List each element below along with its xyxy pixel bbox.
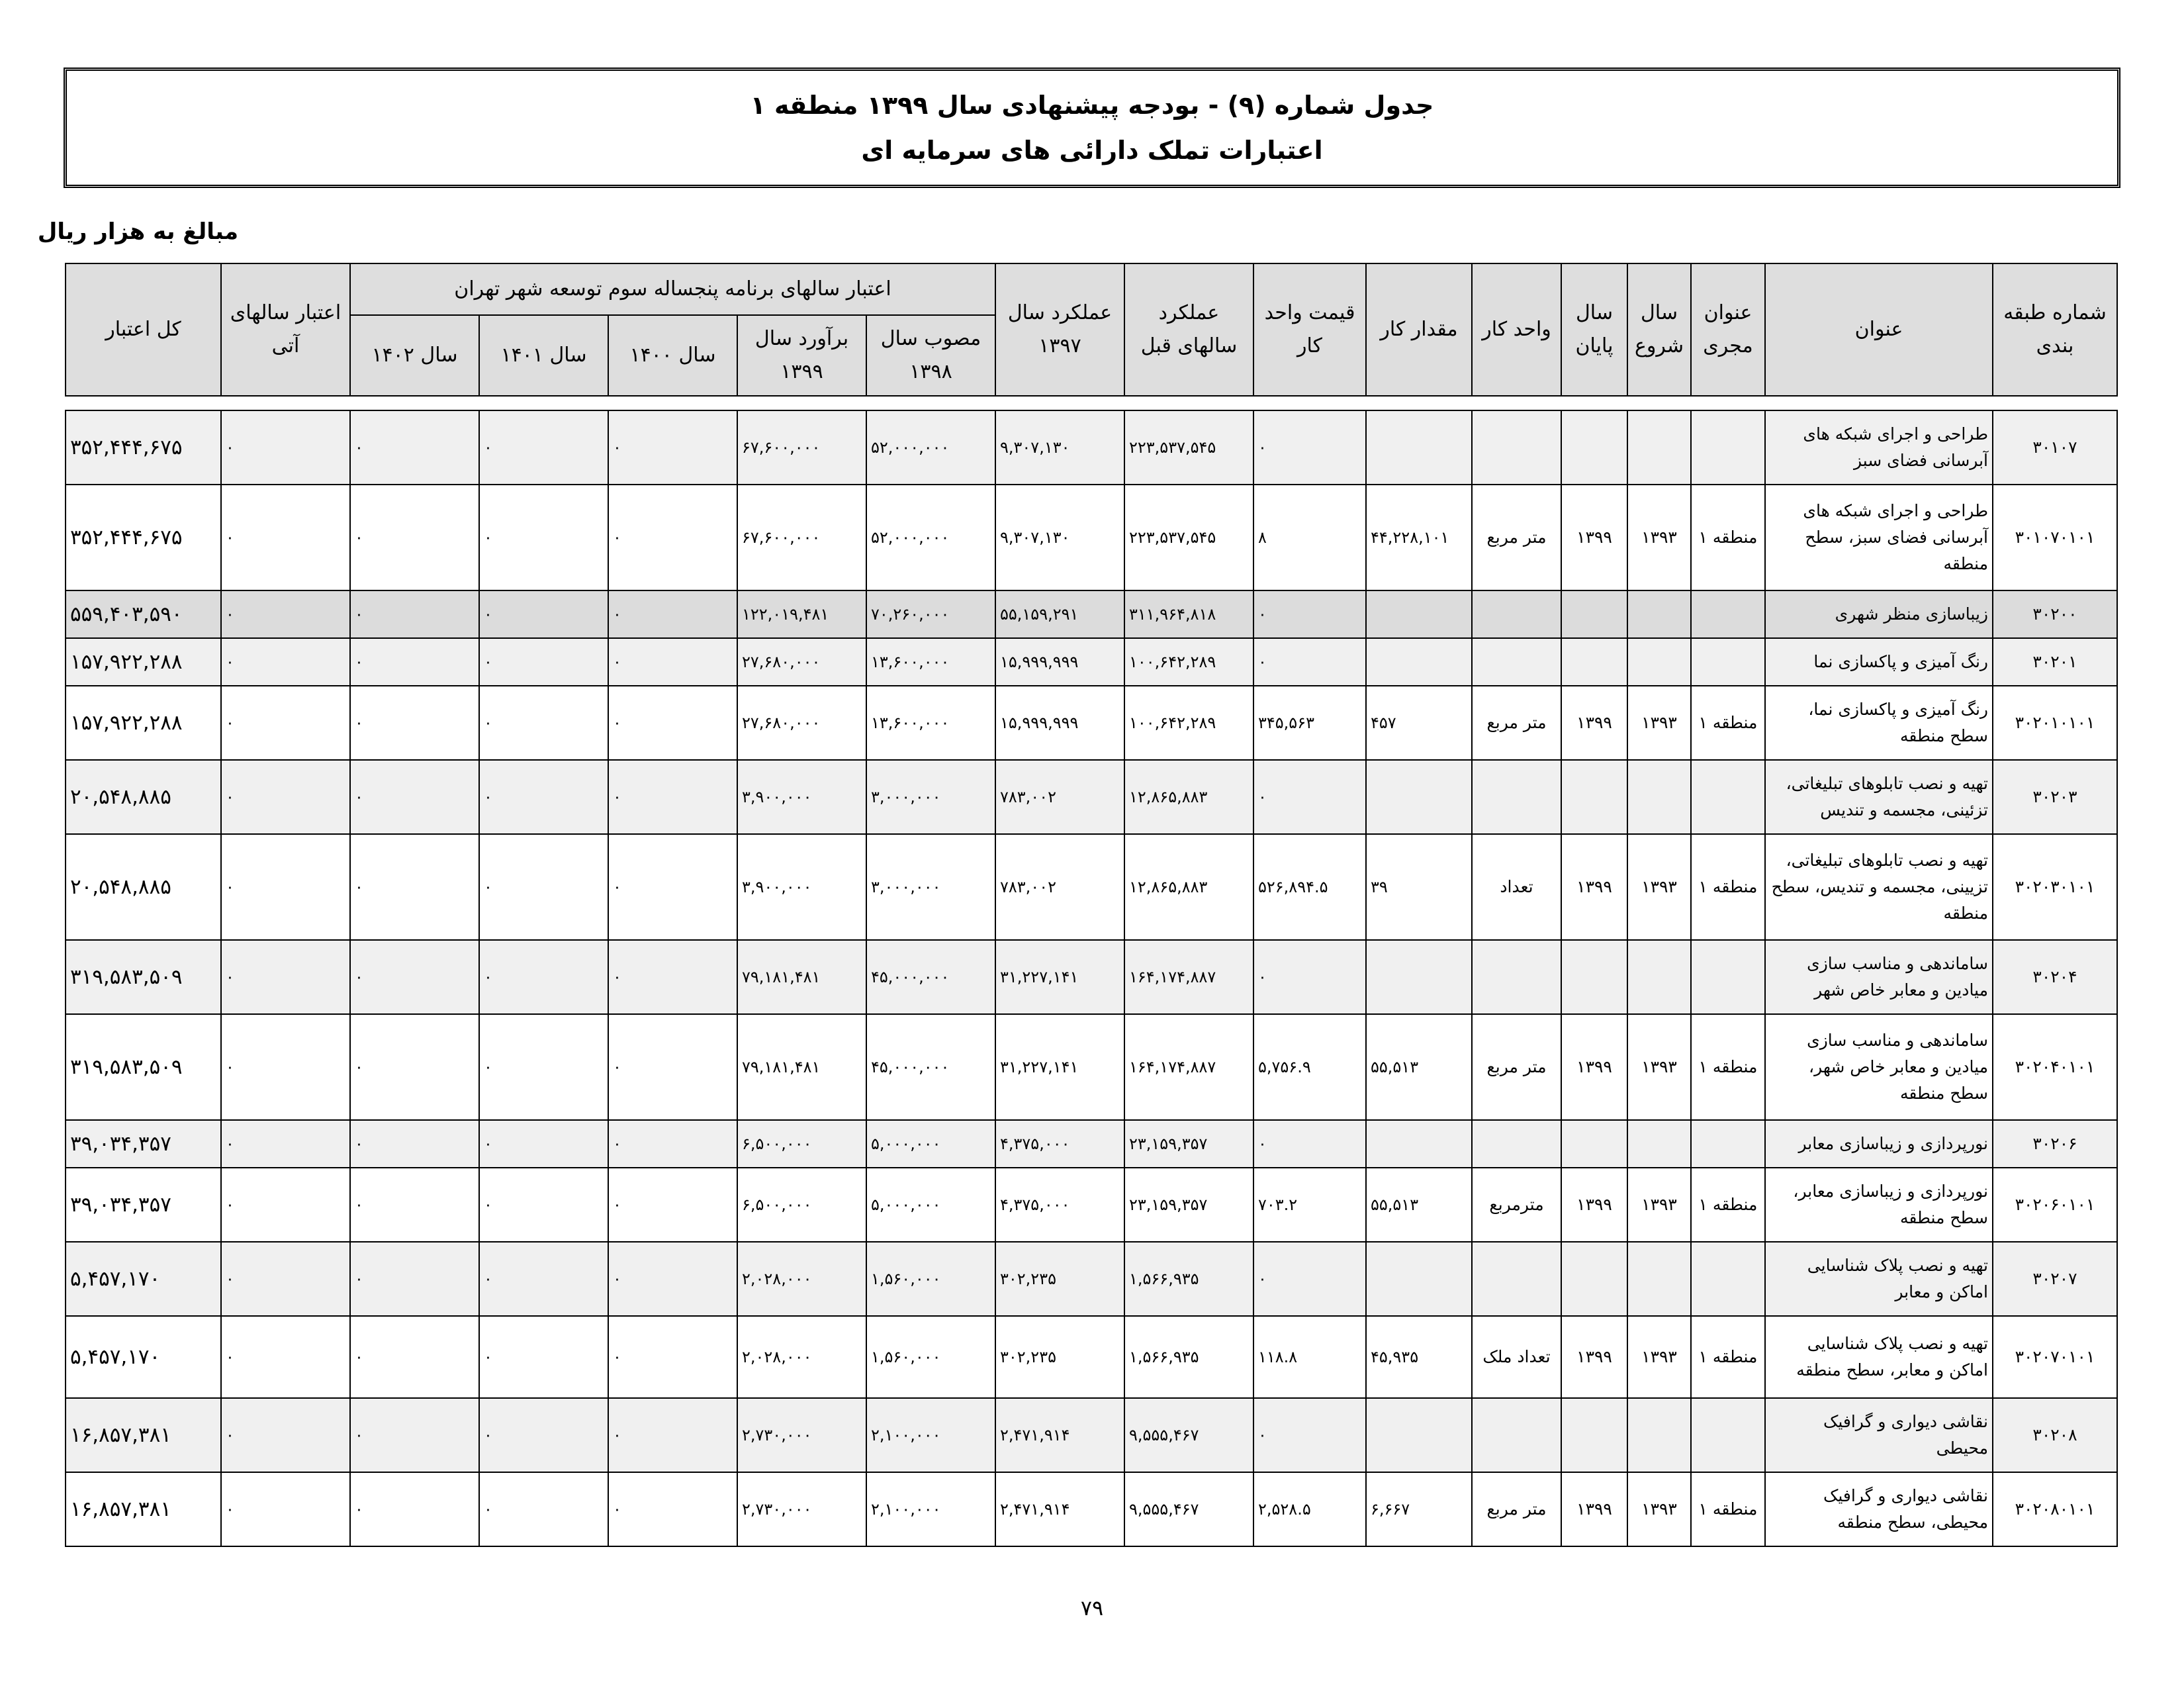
cell-unit-price: ۰: [1253, 410, 1366, 485]
table-row: [66, 1242, 2117, 1316]
cell-end-year: [1561, 760, 1627, 834]
col-year-1400: سال ۱۴۰۰: [608, 315, 737, 396]
cell-title: طراحی و اجرای شبکه های آبرسانی فضای سبز: [1765, 410, 1993, 485]
cell-start-year: ۱۳۹۳: [1627, 834, 1691, 940]
cell-unit-price: ۰: [1253, 1242, 1366, 1316]
cell-total: ۱۶,۸۵۷,۳۸۱: [66, 1398, 221, 1472]
cell-estimate-1399: ۳,۹۰۰,۰۰۰: [737, 760, 866, 834]
cell-future: ۰: [221, 590, 350, 638]
table-row: [66, 686, 2117, 760]
cell-year-1400: ۰: [608, 1014, 737, 1120]
table-row: [66, 1472, 2117, 1546]
cell-year-1400: ۰: [608, 1316, 737, 1398]
cell-title: رنگ آمیزی و پاکسازی نما، سطح منطقه: [1765, 686, 1993, 760]
cell-year-1401: ۰: [479, 410, 608, 485]
cell-title: تهیه و نصب پلاک شناسایی اماکن و معابر، سطح منطقه: [1765, 1316, 1993, 1398]
cell-start-year: ۱۳۹۳: [1627, 1014, 1691, 1120]
cell-title: ساماندهی و مناسب سازی میادین و معابر خاص شهر: [1765, 940, 1993, 1014]
cell-future: ۰: [221, 1472, 350, 1546]
cell-work-unit: [1472, 1242, 1561, 1316]
cell-year-1401: ۰: [479, 590, 608, 638]
cell-year-1400: ۰: [608, 940, 737, 1014]
cell-class-no: ۳۰۲۰۱: [1993, 638, 2117, 686]
cell-past-perf: ۳۱۱,۹۶۴,۸۱۸: [1124, 590, 1253, 638]
cell-executor: منطقه ۱: [1691, 485, 1765, 590]
cell-start-year: [1627, 590, 1691, 638]
cell-executor: منطقه ۱: [1691, 1168, 1765, 1242]
cell-past-perf: ۱۰۰,۶۴۲,۲۸۹: [1124, 638, 1253, 686]
cell-work-qty: ۵۵,۵۱۳: [1366, 1014, 1472, 1120]
cell-executor: منطقه ۱: [1691, 1316, 1765, 1398]
header-gap: [66, 396, 2117, 410]
cell-year-1402: ۰: [350, 834, 479, 940]
cell-perf-1397: ۴,۳۷۵,۰۰۰: [995, 1168, 1124, 1242]
cell-work-unit: مترمربع: [1472, 1168, 1561, 1242]
col-end-year: سال پایان: [1561, 263, 1627, 396]
cell-estimate-1399: ۲,۰۲۸,۰۰۰: [737, 1242, 866, 1316]
cell-year-1402: ۰: [350, 1316, 479, 1398]
cell-year-1401: ۰: [479, 686, 608, 760]
cell-unit-price: ۲,۵۲۸.۵: [1253, 1472, 1366, 1546]
cell-work-qty: ۳۹: [1366, 834, 1472, 940]
page-number: ۷۹: [1080, 1595, 1104, 1620]
cell-perf-1397: ۳۱,۲۲۷,۱۴۱: [995, 1014, 1124, 1120]
cell-year-1400: ۰: [608, 590, 737, 638]
cell-class-no: ۳۰۲۰۸۰۱۰۱: [1993, 1472, 2117, 1546]
cell-total: ۵۵۹,۴۰۳,۵۹۰: [66, 590, 221, 638]
cell-estimate-1399: ۱۲۲,۰۱۹,۴۸۱: [737, 590, 866, 638]
cell-estimate-1399: ۶,۵۰۰,۰۰۰: [737, 1120, 866, 1168]
cell-estimate-1399: ۶۷,۶۰۰,۰۰۰: [737, 485, 866, 590]
cell-class-no: ۳۰۲۰۱۰۱۰۱: [1993, 686, 2117, 760]
cell-title: زیباسازی منظر شهری: [1765, 590, 1993, 638]
table-body: [66, 410, 2117, 1546]
cell-total: ۲۰,۵۴۸,۸۸۵: [66, 834, 221, 940]
cell-class-no: ۳۰۱۰۷: [1993, 410, 2117, 485]
page-title: جدول شماره (۹) - بودجه پیشنهادی سال ۱۳۹۹ منطقه ۱: [750, 91, 1434, 120]
unit-note: مبالغ به هزار ریال: [37, 218, 238, 245]
cell-total: ۳۱۹,۵۸۳,۵۰۹: [66, 940, 221, 1014]
cell-work-qty: [1366, 940, 1472, 1014]
cell-title: تهیه و نصب تابلوهای تبلیغاتی، تزیینی، مجسمه و تندیس، سطح منطقه: [1765, 834, 1993, 940]
col-start-year: سال شروع: [1627, 263, 1691, 396]
cell-executor: [1691, 638, 1765, 686]
cell-end-year: [1561, 638, 1627, 686]
col-plan-group: اعتبار سالهای برنامه پنجساله سوم توسعه شهر تهران: [350, 263, 995, 315]
title-box: [64, 68, 2120, 188]
cell-title: رنگ آمیزی و پاکسازی نما: [1765, 638, 1993, 686]
cell-work-unit: متر مربع: [1472, 686, 1561, 760]
cell-class-no: ۳۰۲۰۷: [1993, 1242, 2117, 1316]
cell-executor: منطقه ۱: [1691, 1014, 1765, 1120]
cell-end-year: ۱۳۹۹: [1561, 485, 1627, 590]
budget-table: [65, 263, 2118, 1547]
cell-work-qty: ۴۵,۹۳۵: [1366, 1316, 1472, 1398]
cell-past-perf: ۲۲۳,۵۳۷,۵۴۵: [1124, 485, 1253, 590]
cell-year-1400: ۰: [608, 834, 737, 940]
cell-past-perf: ۹,۵۵۵,۴۶۷: [1124, 1398, 1253, 1472]
cell-approved-1398: ۵۲,۰۰۰,۰۰۰: [866, 485, 995, 590]
cell-future: ۰: [221, 834, 350, 940]
cell-work-qty: [1366, 638, 1472, 686]
cell-work-unit: متر مربع: [1472, 1472, 1561, 1546]
cell-estimate-1399: ۲,۷۳۰,۰۰۰: [737, 1398, 866, 1472]
col-title: عنوان: [1765, 263, 1993, 396]
cell-class-no: ۳۰۲۰۷۰۱۰۱: [1993, 1316, 2117, 1398]
cell-class-no: ۳۰۲۰۶: [1993, 1120, 2117, 1168]
cell-work-unit: متر مربع: [1472, 485, 1561, 590]
cell-year-1400: ۰: [608, 1472, 737, 1546]
cell-year-1400: ۰: [608, 1398, 737, 1472]
cell-year-1402: ۰: [350, 940, 479, 1014]
cell-approved-1398: ۵۲,۰۰۰,۰۰۰: [866, 410, 995, 485]
cell-year-1401: ۰: [479, 1398, 608, 1472]
table-row: [66, 485, 2117, 590]
cell-past-perf: ۱۲,۸۶۵,۸۸۳: [1124, 834, 1253, 940]
table-row: [66, 1316, 2117, 1398]
cell-year-1401: ۰: [479, 1168, 608, 1242]
cell-executor: [1691, 1242, 1765, 1316]
cell-end-year: [1561, 1120, 1627, 1168]
cell-perf-1397: ۳۱,۲۲۷,۱۴۱: [995, 940, 1124, 1014]
cell-class-no: ۳۰۲۰۸: [1993, 1398, 2117, 1472]
cell-unit-price: ۷۰۳.۲: [1253, 1168, 1366, 1242]
cell-work-unit: [1472, 940, 1561, 1014]
cell-unit-price: ۰: [1253, 1120, 1366, 1168]
cell-approved-1398: ۷۰,۲۶۰,۰۰۰: [866, 590, 995, 638]
cell-future: ۰: [221, 1316, 350, 1398]
cell-year-1401: ۰: [479, 485, 608, 590]
cell-perf-1397: ۱۵,۹۹۹,۹۹۹: [995, 686, 1124, 760]
cell-total: ۳۵۲,۴۴۴,۶۷۵: [66, 410, 221, 485]
cell-end-year: ۱۳۹۹: [1561, 1472, 1627, 1546]
cell-year-1401: ۰: [479, 1120, 608, 1168]
cell-year-1400: ۰: [608, 410, 737, 485]
cell-start-year: ۱۳۹۳: [1627, 1316, 1691, 1398]
table-row: [66, 1168, 2117, 1242]
cell-end-year: ۱۳۹۹: [1561, 1168, 1627, 1242]
cell-year-1402: ۰: [350, 760, 479, 834]
cell-future: ۰: [221, 638, 350, 686]
cell-work-unit: متر مربع: [1472, 1014, 1561, 1120]
cell-year-1402: ۰: [350, 485, 479, 590]
col-past-perf: عملکرد سالهای قبل: [1124, 263, 1253, 396]
cell-year-1401: ۰: [479, 638, 608, 686]
cell-unit-price: ۸: [1253, 485, 1366, 590]
cell-estimate-1399: ۲,۷۳۰,۰۰۰: [737, 1472, 866, 1546]
cell-work-unit: [1472, 1398, 1561, 1472]
cell-unit-price: ۵۲۶,۸۹۴.۵: [1253, 834, 1366, 940]
cell-total: ۱۵۷,۹۲۲,۲۸۸: [66, 686, 221, 760]
cell-start-year: [1627, 1242, 1691, 1316]
cell-total: ۵,۴۵۷,۱۷۰: [66, 1316, 221, 1398]
cell-start-year: [1627, 1398, 1691, 1472]
cell-executor: [1691, 590, 1765, 638]
cell-title: تهیه و نصب پلاک شناسایی اماکن و معابر: [1765, 1242, 1993, 1316]
cell-work-qty: [1366, 760, 1472, 834]
cell-approved-1398: ۵,۰۰۰,۰۰۰: [866, 1168, 995, 1242]
cell-year-1400: ۰: [608, 638, 737, 686]
budget-table-wrapper: [66, 263, 2118, 1547]
cell-executor: [1691, 1398, 1765, 1472]
table-row: [66, 834, 2117, 940]
cell-year-1402: ۰: [350, 1168, 479, 1242]
cell-future: ۰: [221, 1014, 350, 1120]
cell-perf-1397: ۲,۴۷۱,۹۱۴: [995, 1472, 1124, 1546]
cell-approved-1398: ۱,۵۶۰,۰۰۰: [866, 1316, 995, 1398]
cell-start-year: [1627, 410, 1691, 485]
cell-total: ۳۵۲,۴۴۴,۶۷۵: [66, 485, 221, 590]
cell-future: ۰: [221, 410, 350, 485]
cell-perf-1397: ۳۰۲,۲۳۵: [995, 1316, 1124, 1398]
cell-future: ۰: [221, 485, 350, 590]
col-perf-1397: عملکرد سال ۱۳۹۷: [995, 263, 1124, 396]
cell-perf-1397: ۴,۳۷۵,۰۰۰: [995, 1120, 1124, 1168]
cell-executor: منطقه ۱: [1691, 834, 1765, 940]
cell-approved-1398: ۲,۱۰۰,۰۰۰: [866, 1472, 995, 1546]
cell-year-1402: ۰: [350, 638, 479, 686]
cell-past-perf: ۱۶۴,۱۷۴,۸۸۷: [1124, 940, 1253, 1014]
col-unit-price: قیمت واحد کار: [1253, 263, 1366, 396]
cell-end-year: [1561, 940, 1627, 1014]
cell-past-perf: ۲۲۳,۵۳۷,۵۴۵: [1124, 410, 1253, 485]
cell-year-1400: ۰: [608, 1168, 737, 1242]
cell-year-1401: ۰: [479, 1242, 608, 1316]
cell-total: ۳۹,۰۳۴,۳۵۷: [66, 1168, 221, 1242]
cell-class-no: ۳۰۲۰۳۰۱۰۱: [1993, 834, 2117, 940]
col-approved-1398: مصوب سال ۱۳۹۸: [866, 315, 995, 396]
cell-total: ۱۵۷,۹۲۲,۲۸۸: [66, 638, 221, 686]
cell-past-perf: ۱,۵۶۶,۹۳۵: [1124, 1242, 1253, 1316]
cell-work-qty: [1366, 1398, 1472, 1472]
table-row: [66, 590, 2117, 638]
cell-year-1400: ۰: [608, 686, 737, 760]
cell-approved-1398: ۵,۰۰۰,۰۰۰: [866, 1120, 995, 1168]
cell-end-year: [1561, 1242, 1627, 1316]
cell-estimate-1399: ۷۹,۱۸۱,۴۸۱: [737, 940, 866, 1014]
cell-year-1401: ۰: [479, 1472, 608, 1546]
table-row: [66, 760, 2117, 834]
cell-perf-1397: ۹,۳۰۷,۱۳۰: [995, 410, 1124, 485]
cell-end-year: [1561, 590, 1627, 638]
cell-end-year: [1561, 410, 1627, 485]
cell-unit-price: ۰: [1253, 940, 1366, 1014]
cell-unit-price: ۰: [1253, 590, 1366, 638]
cell-start-year: ۱۳۹۳: [1627, 1168, 1691, 1242]
cell-approved-1398: ۱,۵۶۰,۰۰۰: [866, 1242, 995, 1316]
col-year-1401: سال ۱۴۰۱: [479, 315, 608, 396]
cell-future: ۰: [221, 1168, 350, 1242]
cell-end-year: ۱۳۹۹: [1561, 1316, 1627, 1398]
cell-work-unit: [1472, 410, 1561, 485]
cell-work-unit: تعداد ملک: [1472, 1316, 1561, 1398]
cell-unit-price: ۰: [1253, 638, 1366, 686]
col-estimate-1399: برآورد سال ۱۳۹۹: [737, 315, 866, 396]
cell-class-no: ۳۰۱۰۷۰۱۰۱: [1993, 485, 2117, 590]
col-class-no: شماره طبقه بندی: [1993, 263, 2117, 396]
cell-estimate-1399: ۲۷,۶۸۰,۰۰۰: [737, 686, 866, 760]
cell-past-perf: ۱۰۰,۶۴۲,۲۸۹: [1124, 686, 1253, 760]
cell-perf-1397: ۷۸۳,۰۰۲: [995, 834, 1124, 940]
table-row: [66, 1120, 2117, 1168]
cell-unit-price: ۰: [1253, 1398, 1366, 1472]
cell-estimate-1399: ۶۷,۶۰۰,۰۰۰: [737, 410, 866, 485]
table-row: [66, 638, 2117, 686]
cell-past-perf: ۱,۵۶۶,۹۳۵: [1124, 1316, 1253, 1398]
cell-year-1402: ۰: [350, 590, 479, 638]
cell-end-year: ۱۳۹۹: [1561, 686, 1627, 760]
cell-work-qty: [1366, 410, 1472, 485]
cell-title: ساماندهی و مناسب سازی میادین و معابر خاص شهر، سطح منطقه: [1765, 1014, 1993, 1120]
cell-title: نقاشی دیواری و گرافیک محیطی، سطح منطقه: [1765, 1472, 1993, 1546]
cell-class-no: ۳۰۲۰۰: [1993, 590, 2117, 638]
cell-unit-price: ۵,۷۵۶.۹: [1253, 1014, 1366, 1120]
cell-total: ۵,۴۵۷,۱۷۰: [66, 1242, 221, 1316]
cell-total: ۳۱۹,۵۸۳,۵۰۹: [66, 1014, 221, 1120]
cell-future: ۰: [221, 1242, 350, 1316]
cell-class-no: ۳۰۲۰۳: [1993, 760, 2117, 834]
cell-year-1402: ۰: [350, 1120, 479, 1168]
cell-work-unit: [1472, 590, 1561, 638]
cell-estimate-1399: ۷۹,۱۸۱,۴۸۱: [737, 1014, 866, 1120]
cell-work-qty: ۵۵,۵۱۳: [1366, 1168, 1472, 1242]
cell-past-perf: ۲۳,۱۵۹,۳۵۷: [1124, 1168, 1253, 1242]
cell-year-1400: ۰: [608, 760, 737, 834]
cell-class-no: ۳۰۲۰۶۰۱۰۱: [1993, 1168, 2117, 1242]
cell-title: نورپردازی و زیباسازی معابر، سطح منطقه: [1765, 1168, 1993, 1242]
cell-unit-price: ۳۴۵,۵۶۳: [1253, 686, 1366, 760]
cell-class-no: ۳۰۲۰۴۰۱۰۱: [1993, 1014, 2117, 1120]
cell-past-perf: ۱۲,۸۶۵,۸۸۳: [1124, 760, 1253, 834]
cell-work-qty: [1366, 590, 1472, 638]
cell-future: ۰: [221, 940, 350, 1014]
cell-year-1402: ۰: [350, 1014, 479, 1120]
cell-estimate-1399: ۳,۹۰۰,۰۰۰: [737, 834, 866, 940]
col-total: کل اعتبار: [66, 263, 221, 396]
cell-total: ۱۶,۸۵۷,۳۸۱: [66, 1472, 221, 1546]
cell-approved-1398: ۱۳,۶۰۰,۰۰۰: [866, 686, 995, 760]
cell-total: ۳۹,۰۳۴,۳۵۷: [66, 1120, 221, 1168]
cell-year-1402: ۰: [350, 1242, 479, 1316]
cell-executor: [1691, 410, 1765, 485]
cell-executor: [1691, 760, 1765, 834]
cell-class-no: ۳۰۲۰۴: [1993, 940, 2117, 1014]
cell-perf-1397: ۳۰۲,۲۳۵: [995, 1242, 1124, 1316]
cell-estimate-1399: ۶,۵۰۰,۰۰۰: [737, 1168, 866, 1242]
cell-work-qty: [1366, 1242, 1472, 1316]
cell-approved-1398: ۲,۱۰۰,۰۰۰: [866, 1398, 995, 1472]
cell-executor: [1691, 940, 1765, 1014]
cell-work-unit: [1472, 760, 1561, 834]
cell-year-1401: ۰: [479, 1014, 608, 1120]
cell-perf-1397: ۵۵,۱۵۹,۲۹۱: [995, 590, 1124, 638]
cell-unit-price: ۱۱۸.۸: [1253, 1316, 1366, 1398]
cell-work-qty: ۶,۶۶۷: [1366, 1472, 1472, 1546]
cell-approved-1398: ۳,۰۰۰,۰۰۰: [866, 834, 995, 940]
cell-end-year: [1561, 1398, 1627, 1472]
cell-year-1400: ۰: [608, 485, 737, 590]
cell-executor: منطقه ۱: [1691, 1472, 1765, 1546]
cell-perf-1397: ۷۸۳,۰۰۲: [995, 760, 1124, 834]
col-executor: عنوان مجری: [1691, 263, 1765, 396]
cell-work-unit: [1472, 1120, 1561, 1168]
cell-start-year: ۱۳۹۳: [1627, 485, 1691, 590]
cell-past-perf: ۹,۵۵۵,۴۶۷: [1124, 1472, 1253, 1546]
cell-estimate-1399: ۲,۰۲۸,۰۰۰: [737, 1316, 866, 1398]
cell-future: ۰: [221, 760, 350, 834]
cell-work-qty: [1366, 1120, 1472, 1168]
table-row: [66, 410, 2117, 485]
cell-year-1402: ۰: [350, 686, 479, 760]
cell-title: نورپردازی و زیباسازی معابر: [1765, 1120, 1993, 1168]
page-subtitle: اعتبارات تملک دارائی های سرمایه ای: [861, 136, 1323, 165]
cell-executor: منطقه ۱: [1691, 686, 1765, 760]
cell-work-unit: تعداد: [1472, 834, 1561, 940]
cell-perf-1397: ۲,۴۷۱,۹۱۴: [995, 1398, 1124, 1472]
cell-year-1401: ۰: [479, 834, 608, 940]
cell-start-year: [1627, 1120, 1691, 1168]
cell-approved-1398: ۴۵,۰۰۰,۰۰۰: [866, 1014, 995, 1120]
cell-year-1402: ۰: [350, 1472, 479, 1546]
cell-estimate-1399: ۲۷,۶۸۰,۰۰۰: [737, 638, 866, 686]
table-row: [66, 1014, 2117, 1120]
cell-past-perf: ۲۳,۱۵۹,۳۵۷: [1124, 1120, 1253, 1168]
col-future: اعتبار سالهای آتی: [221, 263, 350, 396]
cell-year-1400: ۰: [608, 1120, 737, 1168]
cell-work-qty: ۴۵۷: [1366, 686, 1472, 760]
table-row: [66, 940, 2117, 1014]
cell-perf-1397: ۱۵,۹۹۹,۹۹۹: [995, 638, 1124, 686]
cell-year-1400: ۰: [608, 1242, 737, 1316]
cell-work-unit: [1472, 638, 1561, 686]
cell-past-perf: ۱۶۴,۱۷۴,۸۸۷: [1124, 1014, 1253, 1120]
cell-title: تهیه و نصب تابلوهای تبلیغاتی، تزئینی، مجسمه و تندیس: [1765, 760, 1993, 834]
cell-future: ۰: [221, 686, 350, 760]
cell-start-year: [1627, 638, 1691, 686]
cell-approved-1398: ۱۳,۶۰۰,۰۰۰: [866, 638, 995, 686]
cell-work-qty: ۴۴,۲۲۸,۱۰۱: [1366, 485, 1472, 590]
cell-end-year: ۱۳۹۹: [1561, 834, 1627, 940]
cell-unit-price: ۰: [1253, 760, 1366, 834]
cell-approved-1398: ۴۵,۰۰۰,۰۰۰: [866, 940, 995, 1014]
table-row: [66, 1398, 2117, 1472]
col-work-unit: واحد کار: [1472, 263, 1561, 396]
cell-total: ۲۰,۵۴۸,۸۸۵: [66, 760, 221, 834]
cell-executor: [1691, 1120, 1765, 1168]
cell-year-1402: ۰: [350, 1398, 479, 1472]
cell-start-year: ۱۳۹۳: [1627, 1472, 1691, 1546]
cell-year-1402: ۰: [350, 410, 479, 485]
cell-start-year: [1627, 760, 1691, 834]
cell-perf-1397: ۹,۳۰۷,۱۳۰: [995, 485, 1124, 590]
cell-title: نقاشی دیواری و گرافیک محیطی: [1765, 1398, 1993, 1472]
col-year-1402: سال ۱۴۰۲: [350, 315, 479, 396]
cell-year-1401: ۰: [479, 760, 608, 834]
cell-future: ۰: [221, 1398, 350, 1472]
cell-title: طراحی و اجرای شبکه های آبرسانی فضای سبز، سطح منطقه: [1765, 485, 1993, 590]
cell-start-year: ۱۳۹۳: [1627, 686, 1691, 760]
col-work-qty: مقدار کار: [1366, 263, 1472, 396]
cell-start-year: [1627, 940, 1691, 1014]
cell-future: ۰: [221, 1120, 350, 1168]
cell-year-1401: ۰: [479, 1316, 608, 1398]
cell-end-year: ۱۳۹۹: [1561, 1014, 1627, 1120]
cell-approved-1398: ۳,۰۰۰,۰۰۰: [866, 760, 995, 834]
cell-year-1401: ۰: [479, 940, 608, 1014]
